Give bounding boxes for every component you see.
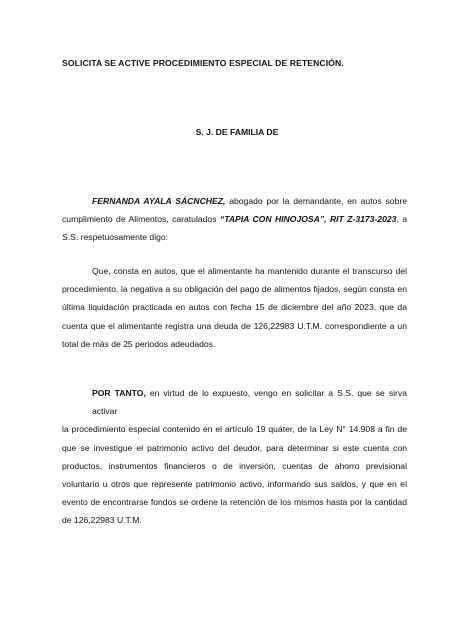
request-line-5: voluntario u otros que represente patrimonio activo, informando sus saldos, y que en el [62, 479, 407, 490]
request-lead: POR TANTO, [92, 388, 146, 398]
body-line-5: total de más de 25 periodos adeudados. [62, 338, 216, 349]
intro-line-3: S.S. respetuosamente digo: [62, 232, 169, 243]
request-line-1-text: en virtud de lo expuesto, vengo en solicitar a S.S. que se sirva activar [92, 388, 407, 417]
intro-line-2-text: cumplimiento de Alimentos, caratulados [62, 214, 220, 225]
request-paragraph [62, 384, 407, 530]
request-line-2: la procedimiento especial contenido en el artículo 19 quáter, de la Ley N° 14.908 a fin de [62, 424, 407, 435]
body-line-4: cuenta que el alimentante registra una deuda de 126,22983 U.T.M. correspondiente a un [62, 320, 407, 331]
intro-line-1-text: abogado por la demandante, en autos sobre [225, 196, 407, 206]
document-title: SOLICITA SE ACTIVE PROCEDIMIENTO ESPECIAL DE RETENCIÓN. [62, 58, 344, 68]
court-heading: S. J. DE FAMILIA DE [195, 127, 279, 137]
body-line-2: procedimiento, la negativa a su obligación del pago de alimentos fijados, según consta en [62, 284, 407, 295]
case-title: “TAPIA CON HINOJOSA”, [219, 214, 327, 225]
body-paragraph [62, 262, 407, 353]
request-line-6: evento de encontrarse fondos se ordene la retención de los mismos hasta por la cantidad [62, 497, 407, 508]
request-line-4: productos, instrumentos financieros o de inversión, cuentas de ahorro previsional [62, 460, 407, 471]
case-rit: RIT Z-3173-2023 [326, 214, 397, 225]
intro-line-1 [62, 192, 407, 210]
intro-paragraph [62, 192, 407, 247]
attorney-name: FERNANDA AYALA SÁCNCHEZ, [92, 196, 226, 206]
request-line-3: que se investigue el patrimonio activo del deudor, para determinar si este cuenta con [62, 442, 407, 453]
request-line-1 [62, 384, 407, 420]
intro-line-2 [62, 210, 407, 228]
intro-line-2-end: , a [396, 214, 408, 225]
body-line-1: Que, consta en autos, que el alimentante ha mantenido durante el transcurso del [92, 266, 407, 276]
request-line-7: de 126,22983 U.T.M. [62, 515, 142, 526]
body-line-3: última liquidación practicada en autos con fecha 15 de diciembre del año 2023, que da [62, 302, 407, 313]
